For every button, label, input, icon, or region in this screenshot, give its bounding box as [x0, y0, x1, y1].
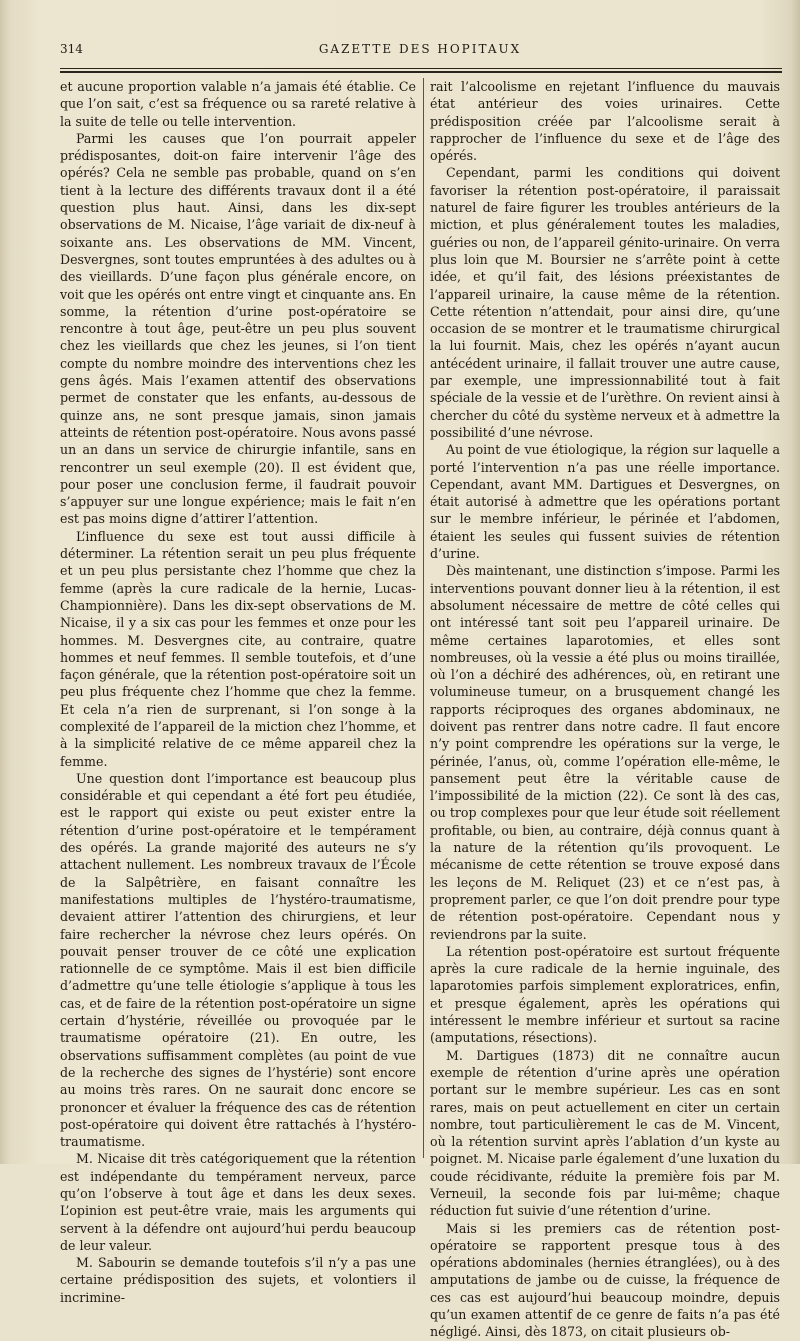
paragraph: L’influence du sexe est tout aussi difficile à déterminer. La rétention serait un peu plus fréquente et un peu plus persistante chez l’homme que chez la femme (après la cure radicale de la hernie, Lucas-Championnière). Dans les dix-sept observations de M. Nicaise, il y a six cas pour les femmes et onze pour les hommes. M. Desvergnes cite, au contraire, quatre hommes et neuf femmes. Il semble toutefois, et d’une façon générale, que la rétention post-opératoire soit un peu plus fréquente chez l’homme que chez la femme. Et cela n’a rien de surprenant, si l’on songe à la complexité de l’appareil de la miction chez l’homme, et à la simplicité relative de ce même appareil chez la femme. — [60, 528, 416, 769]
paragraph: La rétention post-opératoire est surtout fréquente après la cure radicale de la hernie inguinale, des laparotomies parfois simplement exploratrices, enfin, et presque également, après les opérations qui intéressent le membre inférieur et surtout sa racine (amputations, résections). — [430, 943, 780, 1046]
left-column — [60, 78, 416, 1305]
running-title: GAZETTE DES HOPITAUX — [318, 42, 522, 56]
column-divider — [423, 78, 424, 1158]
paragraph: Cependant, parmi les conditions qui doivent favoriser la rétention post-opératoire, il paraissait naturel de faire figurer les troubles antérieurs de la miction, et plus généralement toutes les maladies, guéries ou non, de l’appareil génito-urinaire. On verra plus loin que M. Boursier ne s’arrête point à cette idée, et qu’il fait, des lésions préexistantes de l’appareil urinaire, la cause même de la rétention. Cette rétention n’attendait, pour ainsi dire, qu’une occasion de se montrer et le traumatisme chirurgical la lui fournit. Mais, chez les opérés n’ayant aucun antécédent urinaire, il fallait trouver une autre cause, par exemple, une impressionnabilité tout à fait spéciale de la vessie et de l’urèthre. On revient ainsi à chercher du côté du système nerveux et à admettre la possibilité d’une névrose. — [430, 165, 780, 440]
header-rule-thick — [60, 71, 782, 73]
page-number: 314 — [60, 42, 83, 56]
paragraph: Parmi les causes que l’on pourrait appeler prédisposantes, doit-on faire intervenir l’âge des opérés? Cela ne semble pas probable, quand on s’en tient à la lecture des différents travaux dont il a été question plus haut. Ainsi, dans les dix-sept observations de M. Nicaise, l’âge variait de dix-neuf à soixante ans. Les observations de MM. Vincent, Desvergnes, sont toutes empruntées à des adultes ou à des vieillards. D’une façon plus générale encore, on voit que les opérés ont entre vingt et cinquante ans. En somme, la rétention d’urine post-opératoire se rencontre à tout âge, peut-être un peu plus souvent chez les vieillards que chez les jeunes, si l’on tient compte du nombre moindre des interventions chez les gens âgés. Mais l’examen attentif des observations permet de constater que les enfants, au-dessous de quinze ans, ne sont presque jamais, sinon jamais atteints de rétention post-opératoire. Nous avons passé un an dans un service de chirurgie infantile, sans en rencontrer un seul exemple (20). Il est évident que, pour poser une conclusion ferme, il faudrait pouvoir s’appuyer sur une longue expérience; mais le fait n’en est pas moins digne d’attirer l’attention. — [60, 130, 416, 527]
paragraph: et aucune proportion valable n’a jamais été établie. Ce que l’on sait, c’est sa fréquence ou sa rareté relative à la suite de telle ou telle intervention. — [60, 79, 416, 129]
page-header — [60, 42, 780, 62]
paragraph: M. Sabourin se demande toutefois s’il n’y a pas une certaine prédisposition des sujets, et volontiers il incrimine- — [60, 1255, 416, 1305]
paragraph: Une question dont l’importance est beaucoup plus considérable et qui cependant a été fort peu étudiée, est le rapport qui existe ou peut exister entre la rétention d’urine post-opératoire et le tempérament des opérés. La grande majorité des auteurs ne s’y attachent nullement. Les nombreux travaux de l’École de la Salpêtrière, en faisant connaître les manifestations multiples de l’hystéro-traumatisme, devaient attirer l’attention des chirurgiens, et leur faire rechercher la névrose chez leurs opérés. On pouvait penser trouver de ce côté une explication rationnelle de ce symptôme. Mais il est bien difficile d’admettre qu’une telle étiologie s’applique à tous les cas, et de faire de la rétention post-opératoire un signe certain d’hystérie, réveillée ou provoquée par le traumatisme opératoire (21). En outre, les observations suffisamment complètes (au point de vue de la recherche des signes de l’hystérie) sont encore au moins très rares. On ne saurait donc encore se prononcer et évaluer la fréquence des cas de rétention post-opératoire qui doivent être rattachés à l’hystéro-traumatisme. — [60, 770, 416, 1150]
header-rule-thin — [60, 68, 782, 69]
paragraph: M. Nicaise dit très catégoriquement que la rétention est indépendante du tempérament nerveux, parce qu’on l’observe à tout âge et dans les deux sexes. L’opinion est peut-être vraie, mais les arguments qui servent à la défendre ont aujourd’hui perdu beaucoup de leur valeur. — [60, 1151, 416, 1253]
paragraph: M. Dartigues (1873) dit ne connaître aucun exemple de rétention d’urine après une opération portant sur le membre supérieur. Les cas en sont rares, mais on peut actuellement en citer un certain nombre, tout particulièrement le cas de M. Vincent, où la rétention survint après l’ablation d’un kyste au poignet. M. Nicaise parle également d’une luxation du coude récidivante, réduite la première fois par M. Verneuil, la seconde fois par lui-même; chaque réduction fut suivie d’une rétention d’urine. — [430, 1047, 780, 1219]
right-column — [430, 78, 780, 1340]
paragraph: Au point de vue étiologique, la région sur laquelle a porté l’intervention n’a pas une réelle importance. Cependant, avant MM. Dartigues et Desvergnes, on était autorisé à admettre que les opérations portant sur le membre inférieur, le périnée et l’abdomen, étaient les seules qui fussent suivies de rétention d’urine. — [430, 442, 780, 562]
paragraph: Dès maintenant, une distinction s’impose. Parmi les interventions pouvant donner lieu à la rétention, il est absolument nécessaire de mettre de côté celles qui ont intéressé tant soit peu l’appareil urinaire. De même certaines laparotomies, et elles sont nombreuses, où la vessie a été plus ou moins tiraillée, où l’on a déchiré des adhérences, où, en retirant une volumineuse tumeur, on a brusquement changé les rapports réciproques des organes abdominaux, ne doivent pas rentrer dans notre cadre. Il faut encore n’y point comprendre les opérations sur la verge, le périnée, l’anus, où, comme l’opération elle-même, le pansement peut être la véritable cause de l’impossibilité de la miction (22). Ce sont là des cas, ou trop complexes pour que leur étude soit réellement profitable, ou bien, au contraire, déjà connus quant à la nature de la rétention qu’ils provoquent. Le mécanisme de cette rétention se trouve exposé dans les leçons de M. Reliquet (23) et ce n’est pas, à proprement parler, ce que l’on doit prendre pour type de rétention post-opératoire. Cependant nous y reviendrons par la suite. — [430, 563, 780, 942]
paragraph: rait l’alcoolisme en rejetant l’influence du mauvais état antérieur des voies urinaires. Cette prédisposition créée par l’alcoolisme serait à rapprocher de l’influence du sexe et de l’âge des opérés. — [430, 79, 780, 164]
paragraph: Mais si les premiers cas de rétention post-opératoire se rapportent presque tous à des opérations abdominales (hernies étranglées), ou à des amputations de jambe ou de cuisse, la fréquence de ces cas est aujourd’hui beaucoup moindre, depuis qu’un examen attentif de ce genre de faits n’a pas été négligé. Ainsi, dès 1873, on citait plusieurs ob- — [430, 1220, 780, 1340]
